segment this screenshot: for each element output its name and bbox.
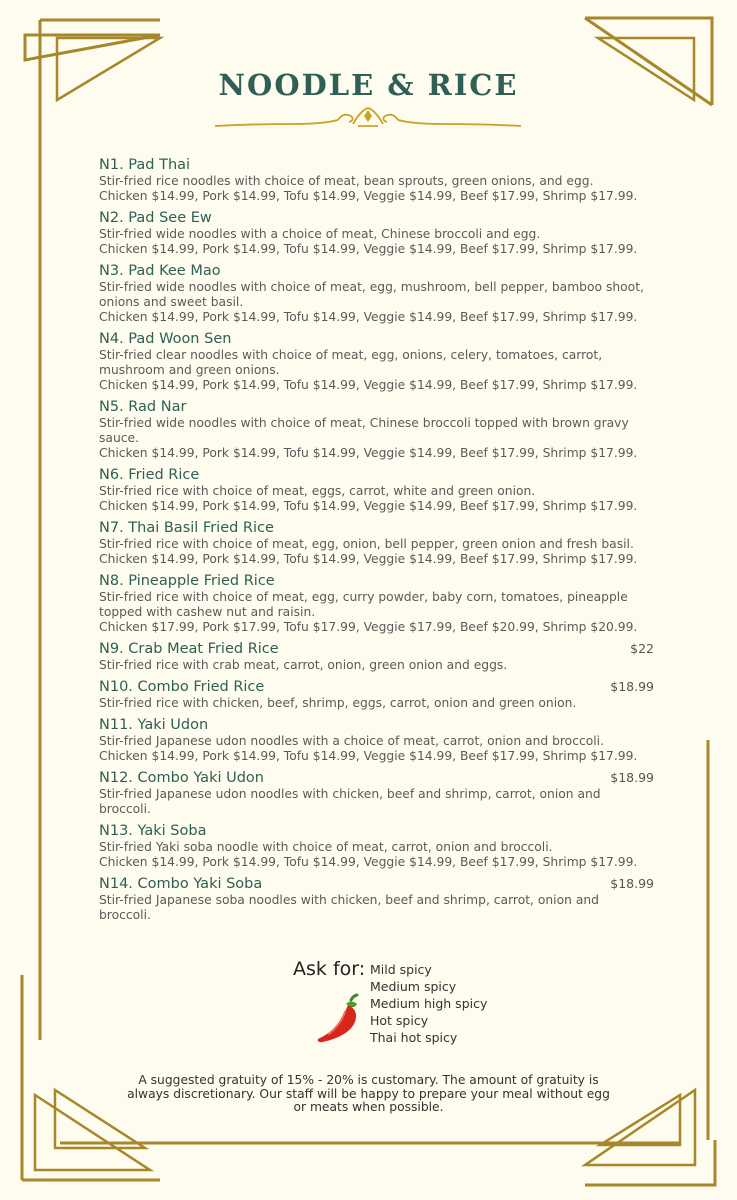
menu-item-header [99,156,654,174]
menu-item [99,209,654,257]
menu-item-description: Stir-fried rice with crab meat, carrot, onion, green onion and eggs. [99,658,508,672]
spice-level-item: Thai hot spicy [370,1030,458,1045]
menu-item-description: Stir-fried wide noodles with choice of meat, Chinese broccoli topped with brown gravy sauce. [99,416,629,445]
menu-item [99,519,654,567]
menu-item-header [99,572,654,590]
menu-item-name: N10. Combo Fried Rice [99,679,265,695]
menu-item-name: N5. Rad Nar [99,399,187,415]
menu-item-description: Stir-fried rice with chicken, beef, shrimp, eggs, carrot, onion and green onion. [99,696,577,710]
menu-item-description: Stir-fried clear noodles with choice of meat, egg, onions, celery, tomatoes, carrot, mushroom and green onions. [99,348,603,377]
gratuity-note: A suggested gratuity of 15% - 20% is customary. The amount of gratuity is always discretionary. Our staff will be happy to prepare your meal without egg or meats when possible. [127,1073,610,1114]
chili-pepper-icon [315,992,365,1047]
menu-item-description: Stir-fried Japanese udon noodles with a choice of meat, carrot, onion and broccoli. [99,734,604,748]
spice-level-item: Medium spicy [370,979,457,994]
menu-item [99,822,654,870]
menu-item [99,156,654,204]
menu-item-name: N4. Pad Woon Sen [99,331,232,347]
menu-item-header [99,398,654,416]
spice-level-item: Mild spicy [370,962,432,977]
menu-item [99,466,654,514]
menu-item [99,572,654,635]
menu-item-description: Stir-fried rice with choice of meat, egg, onion, bell pepper, green onion and fresh basil. [99,537,634,551]
menu-item-price-list: Chicken $14.99, Pork $14.99, Tofu $14.99, Veggie $14.99, Beef $17.99, Shrimp $17.99. [99,378,638,392]
menu-item [99,678,654,711]
menu-item-price-list: Chicken $14.99, Pork $14.99, Tofu $14.99, Veggie $14.99, Beef $17.99, Shrimp $17.99. [99,855,638,869]
spice-levels-box [293,958,553,1053]
menu-item-name: N14. Combo Yaki Soba [99,876,263,892]
page-title: NOODLE & RICE [218,68,519,102]
menu-item-price-list: Chicken $14.99, Pork $14.99, Tofu $14.99, Veggie $14.99, Beef $17.99, Shrimp $17.99. [99,749,638,763]
menu-item [99,769,654,817]
spice-level-item: Hot spicy [370,1013,429,1028]
menu-item-name: N11. Yaki Udon [99,717,209,733]
menu-item-price-list: Chicken $14.99, Pork $14.99, Tofu $14.99, Veggie $14.99, Beef $17.99, Shrimp $17.99. [99,446,638,460]
ask-for-label: Ask for: [293,958,366,980]
menu-item-name: N13. Yaki Soba [99,823,207,839]
menu-item-header [99,330,654,348]
menu-item-description: Stir-fried Yaki soba noodle with choice of meat, carrot, onion and broccoli. [99,840,553,854]
menu-item-description: Stir-fried rice with choice of meat, eggs, carrot, white and green onion. [99,484,536,498]
menu-item-name: N1. Pad Thai [99,157,191,173]
menu-item-header [99,519,654,537]
menu-item [99,398,654,461]
spice-level-item: Medium high spicy [370,996,488,1011]
menu-item-price: $18.99 [610,770,654,785]
menu-item-name: N3. Pad Kee Mao [99,263,221,279]
menu-item-price: $22 [630,641,654,656]
menu-item-header [99,209,654,227]
menu-item-description: Stir-fried wide noodles with a choice of meat, Chinese broccoli and egg. [99,227,541,241]
menu-item-header [99,262,654,280]
menu-item-header [99,678,654,696]
menu-item-description: Stir-fried Japanese soba noodles with chicken, beef and shrimp, carrot, onion and broccoli. [99,893,599,922]
menu-item-description: Stir-fried wide noodles with choice of meat, egg, mushroom, bell pepper, bamboo shoot, onions and sweet basil. [99,280,644,309]
menu-item-name: N12. Combo Yaki Udon [99,770,264,786]
spice-level-list [370,961,487,1046]
menu-item-name: N6. Fried Rice [99,467,200,483]
menu-item-header [99,769,654,787]
menu-item-price-list: Chicken $17.99, Pork $17.99, Tofu $17.99, Veggie $17.99, Beef $20.99, Shrimp $20.99. [99,620,638,634]
menu-item-price-list: Chicken $14.99, Pork $14.99, Tofu $14.99, Veggie $14.99, Beef $17.99, Shrimp $17.99. [99,242,638,256]
menu-item-name: N9. Crab Meat Fried Rice [99,641,279,657]
menu-item-price: $18.99 [610,679,654,694]
menu-item-price-list: Chicken $14.99, Pork $14.99, Tofu $14.99, Veggie $14.99, Beef $17.99, Shrimp $17.99. [99,552,638,566]
menu-item-header [99,875,654,893]
menu-item-header [99,466,654,484]
ornament-divider [213,104,523,132]
menu-item-price: $18.99 [610,876,654,891]
menu-item-price-list: Chicken $14.99, Pork $14.99, Tofu $14.99, Veggie $14.99, Beef $17.99, Shrimp $17.99. [99,189,638,203]
menu-list [99,156,654,928]
menu-item-name: N7. Thai Basil Fried Rice [99,520,274,536]
menu-item-description: Stir-fried Japanese udon noodles with chicken, beef and shrimp, carrot, onion and broccoli. [99,787,601,816]
menu-item [99,875,654,923]
menu-item-name: N2. Pad See Ew [99,210,212,226]
menu-item-header [99,822,654,840]
menu-item-price-list: Chicken $14.99, Pork $14.99, Tofu $14.99, Veggie $14.99, Beef $17.99, Shrimp $17.99. [99,310,638,324]
menu-item-description: Stir-fried rice with choice of meat, egg, curry powder, baby corn, tomatoes, pineapple topped with cashew nut and raisin. [99,590,628,619]
menu-item [99,640,654,673]
menu-item [99,262,654,325]
menu-item [99,330,654,393]
menu-item-header [99,716,654,734]
menu-item-name: N8. Pineapple Fried Rice [99,573,275,589]
menu-item-price-list: Chicken $14.99, Pork $14.99, Tofu $14.99, Veggie $14.99, Beef $17.99, Shrimp $17.99. [99,499,638,513]
menu-item-description: Stir-fried rice noodles with choice of meat, bean sprouts, green onions, and egg. [99,174,594,188]
menu-item [99,716,654,764]
menu-item-header [99,640,654,658]
